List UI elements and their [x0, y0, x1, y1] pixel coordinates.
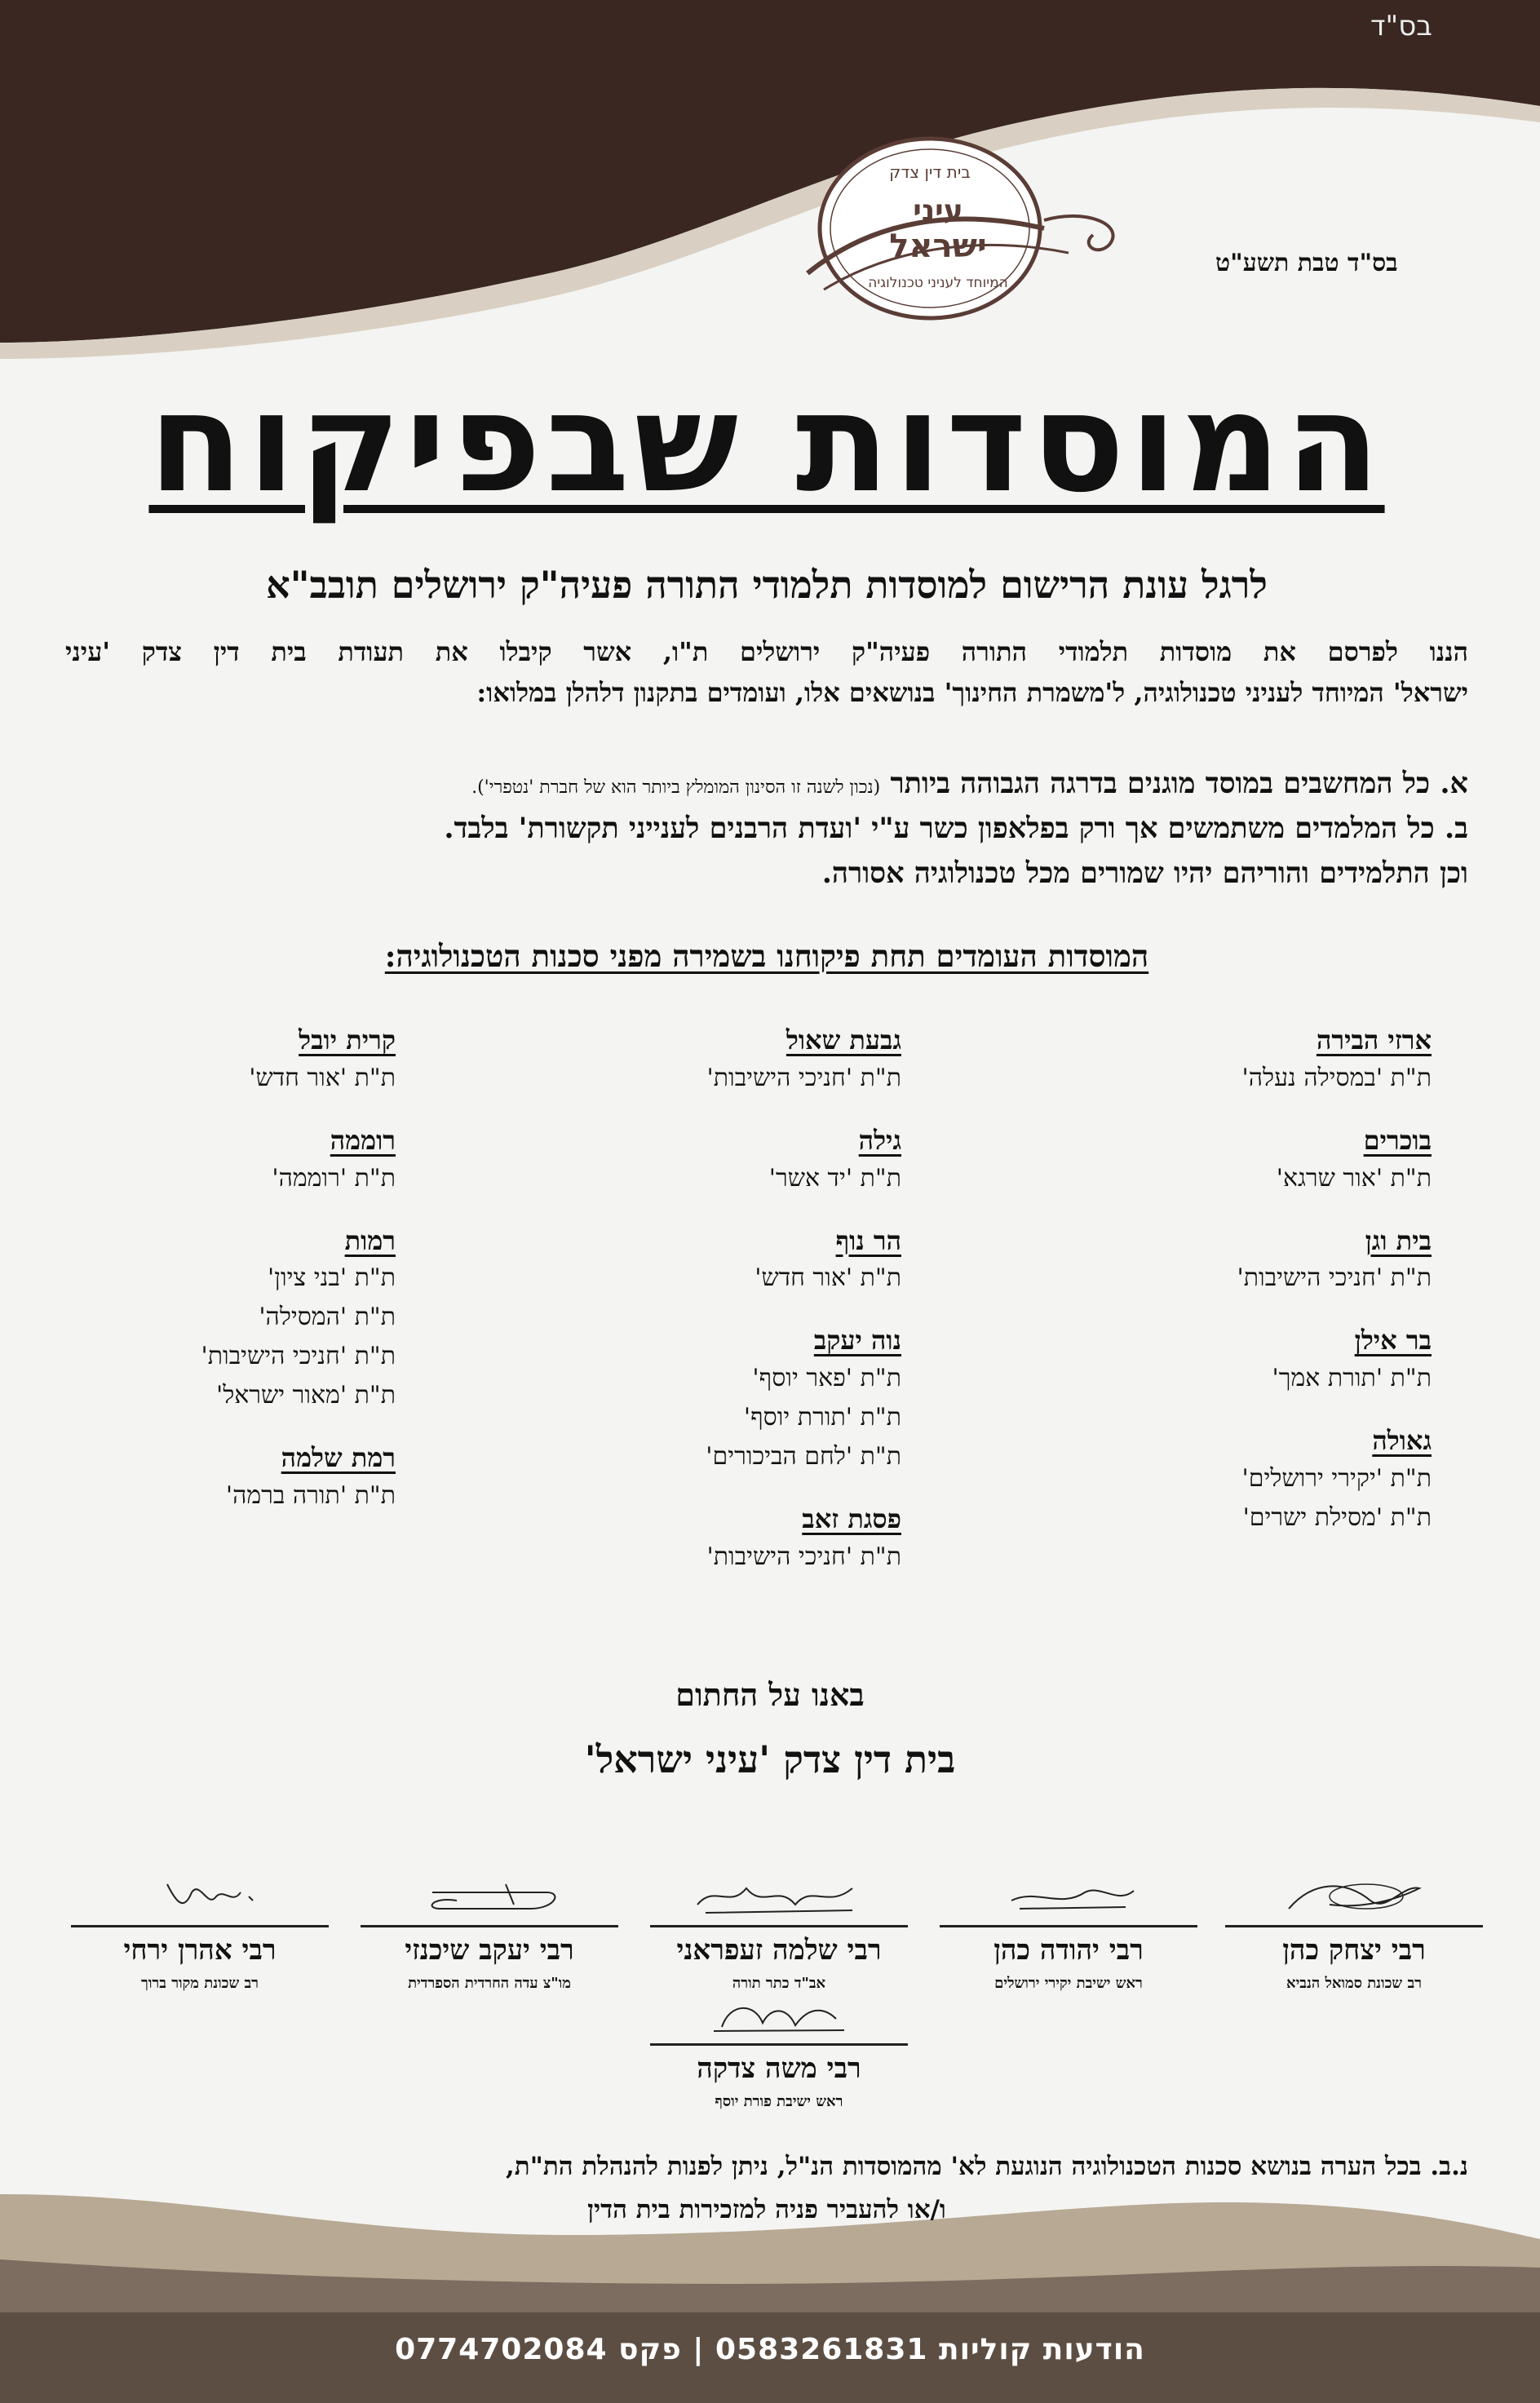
footer-contact: הודעות קוליות 0583261831 | פקס 0774702084: [395, 2333, 1145, 2366]
area-name: נוה יעקב: [813, 1325, 901, 1356]
handwritten-signature: [118, 1876, 281, 1917]
area-group: [122, 1440, 396, 1516]
signature-line: [940, 1925, 1197, 1927]
signer-title: אב"ד כתר תורה: [732, 1975, 826, 1992]
institution-item: ת"ת 'יד אשר': [768, 1163, 901, 1193]
signature-line: [650, 1925, 908, 1927]
institution-item: ת"ת 'תורת אמך': [1272, 1364, 1432, 1393]
area-group: [1142, 1022, 1432, 1098]
institutions-column-3: [122, 1022, 396, 1540]
area-group: [620, 1223, 901, 1299]
institution-item: ת"ת 'תורת יוסף': [743, 1403, 901, 1432]
logo-top-text: בית דין צדק: [889, 162, 971, 182]
institution-item: ת"ת 'רוממה': [272, 1163, 396, 1193]
area-group: [620, 1322, 901, 1476]
area-name: בוכרים: [1363, 1124, 1432, 1156]
signer: [640, 1994, 918, 2110]
signature-line: [1225, 1925, 1483, 1927]
institution-item: ת"ת 'המסילה': [259, 1303, 396, 1332]
condition-a-note: (נכון לשנה זו הסינון המומלץ ביותר הוא של חברת 'נטפרי').: [471, 777, 881, 798]
signer-title: מו"צ עדה החרדית הספרדית: [408, 1975, 571, 1992]
handwritten-signature: [408, 1876, 571, 1917]
signer-name: רבי יצחק כהן: [1282, 1934, 1426, 1967]
condition-a-text: א. כל המחשבים במוסד מוגנים בדרגה הגבוהה ביותר: [890, 767, 1468, 800]
area-name: רוממה: [330, 1124, 396, 1156]
footnote-line-1: נ.ב. בכל הערה בנושא סכנות הטכנולוגיה הנוגעת לא' מהמוסדות הנ"ל, ניתן לפנות להנהלת הת"ת,: [506, 2152, 1468, 2181]
institution-item: ת"ת 'חניכי הישיבות': [706, 1063, 901, 1092]
institution-item: ת"ת 'מסילת ישרים': [1242, 1502, 1432, 1532]
institution-item: ת"ת 'יקירי ירושלים': [1241, 1463, 1432, 1493]
area-name: רמות: [344, 1224, 396, 1256]
area-name: רמת שלמה: [281, 1442, 396, 1474]
signature-line: [71, 1925, 329, 1927]
area-group: [122, 1223, 396, 1416]
area-name: גאולה: [1372, 1425, 1432, 1457]
area-name: ארזי הבירה: [1316, 1024, 1432, 1055]
area-name: הר נוף: [835, 1224, 901, 1256]
area-group: [1142, 1322, 1432, 1398]
institution-item: ת"ת 'חניכי הישיבות': [706, 1542, 901, 1571]
signature-line: [650, 2043, 908, 2046]
footnote-line-2: ו/או להעביר פניה למזכירות בית הדין: [587, 2194, 946, 2224]
area-name: בית וגן: [1365, 1224, 1432, 1256]
signer-title: ראש ישיבת פורת יוסף: [715, 2093, 843, 2110]
signer: [640, 1876, 918, 1992]
handwritten-signature: [1272, 1876, 1436, 1917]
signoff-line-1: באנו על החתום: [675, 1676, 865, 1713]
area-group: [122, 1122, 396, 1198]
area-name: גבעת שאול: [785, 1024, 901, 1055]
signer: [930, 1876, 1207, 1992]
signature-line: [361, 1925, 618, 1927]
top-bsd-mark: בס"ד: [1370, 10, 1432, 42]
institutions-column-1: [1142, 1022, 1432, 1562]
handwritten-signature: [689, 1876, 869, 1917]
handwritten-signature: [987, 1876, 1150, 1917]
institution-item: ת"ת 'אור חדש': [755, 1263, 901, 1293]
date-line: בס"ד טבת תשע"ט: [1215, 249, 1398, 277]
area-group: [1142, 1223, 1432, 1299]
signer: [351, 1876, 628, 1992]
signer: [1215, 1876, 1493, 1992]
institutions-column-2: [620, 1022, 901, 1601]
signer-title: רב שכונת מקור ברוך: [140, 1975, 259, 1992]
signer-title: רב שכונת סמואל הנביא: [1286, 1975, 1422, 1992]
area-name: קרית יובל: [299, 1024, 396, 1055]
area-group: [620, 1122, 901, 1198]
condition-a: [65, 767, 1468, 800]
footnote: [65, 2145, 1468, 2231]
condition-b: ב. כל המלמדים משתמשים אך ורק בפלאפון כשר ע"י 'ועדת הרבנים לענייני תקשורת' בלבד.: [444, 812, 1468, 845]
institution-item: ת"ת 'חניכי הישיבות': [201, 1342, 396, 1371]
page-title: המוסדות שבפיקוח: [148, 363, 1385, 523]
handwritten-signature: [697, 1994, 861, 2035]
signer-name: רבי אהרן ירחי: [123, 1934, 277, 1967]
logo-bottom-text: המיוחד לעניני טכנולוגיה: [868, 275, 1008, 291]
intro-line-2: ישראל' המיוחד לעניני טכנולוגיה, ל'משמרת החינוך' בנושאים אלו, ועומדים בתקנון דלהלן במלואו:: [476, 676, 1468, 708]
logo-name-line1: עיני: [913, 194, 963, 228]
intro-line-1: הננו לפרסם את מוסדות תלמודי התורה פעיה"ק ירושלים ת"ו, אשר קיבלו את תעודת בית דין צדק 'עיני: [65, 636, 1468, 667]
signer-title: ראש ישיבת יקירי ירושלים: [994, 1975, 1143, 1992]
institution-item: ת"ת 'מאור ישראל': [215, 1381, 396, 1410]
logo-name-line2: ישראל: [889, 228, 987, 265]
area-name: גילה: [858, 1124, 901, 1156]
signer-name: רבי משה צדקה: [697, 2052, 861, 2085]
institution-item: ת"ת 'לחם הביכורים': [706, 1442, 901, 1471]
area-group: [1142, 1122, 1432, 1198]
court-logo: [775, 131, 1199, 343]
area-group: [620, 1022, 901, 1098]
subtitle: לרגל עונת הרישום למוסדות תלמודי התורה פעיה"ק ירושלים תובב"א: [266, 563, 1268, 607]
institution-item: ת"ת 'בני ציון': [268, 1263, 396, 1293]
signer-name: רבי יעקב שיכנזי: [405, 1934, 574, 1967]
area-group: [620, 1501, 901, 1577]
institution-item: ת"ת 'פאר יוסף': [752, 1364, 901, 1393]
institution-item: ת"ת 'אור שרגא': [1276, 1163, 1432, 1193]
list-heading-text: המוסדות העומדים תחת פיקוחנו בשמירה מפני סכנות הטכנולוגיה:: [384, 938, 1149, 974]
condition-c: וכן התלמידים והוריהם יהיו שמורים מכל טכנולוגיה אסורה.: [821, 856, 1468, 890]
signer-name: רבי יהודה כהן: [993, 1934, 1144, 1967]
signer-name: רבי שלמה זעפראני: [676, 1934, 882, 1967]
institution-item: ת"ת 'אור חדש': [249, 1063, 396, 1092]
intro-paragraph: [65, 632, 1468, 713]
institution-item: ת"ת 'תורה ברמה': [225, 1481, 396, 1511]
signer: [61, 1876, 339, 1992]
list-heading: [98, 938, 1436, 975]
area-name: פסגת זאב: [802, 1503, 901, 1535]
signers-row: [57, 1876, 1493, 2110]
area-group: [1142, 1423, 1432, 1538]
signoff-line-2: בית דין צדק 'עיני ישראל': [584, 1737, 956, 1781]
institution-item: ת"ת 'חניכי הישיבות': [1237, 1263, 1432, 1293]
area-name: בר אילן: [1354, 1325, 1432, 1356]
area-group: [122, 1022, 396, 1098]
institution-item: ת"ת 'במסילה נעלה': [1241, 1063, 1432, 1092]
